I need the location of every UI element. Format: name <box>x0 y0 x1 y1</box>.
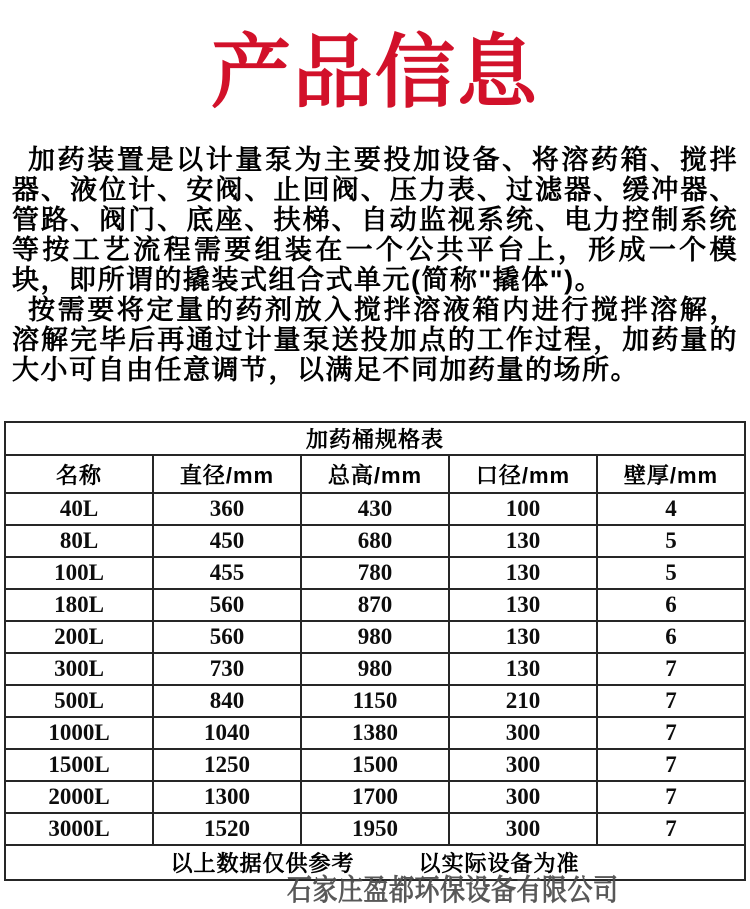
table-cell-name: 100L <box>5 557 153 589</box>
table-cell-value: 7 <box>597 749 745 781</box>
table-cell-value: 1380 <box>301 717 449 749</box>
table-cell-value: 130 <box>449 589 597 621</box>
table-row <box>5 621 745 653</box>
table-cell-name: 200L <box>5 621 153 653</box>
column-header-name: 名称 <box>5 455 153 493</box>
table-row <box>5 525 745 557</box>
table-row <box>5 589 745 621</box>
product-description <box>12 145 738 385</box>
table-cell-value: 870 <box>301 589 449 621</box>
table-cell-name: 1000L <box>5 717 153 749</box>
footer-note-left: 以上数据仅供参考 <box>170 851 355 876</box>
table-cell-value: 1040 <box>153 717 301 749</box>
table-row <box>5 749 745 781</box>
table-cell-value: 780 <box>301 557 449 589</box>
table-cell-value: 130 <box>449 557 597 589</box>
table-cell-value: 430 <box>301 493 449 525</box>
table-cell-value: 4 <box>597 493 745 525</box>
column-header-diameter: 直径/mm <box>153 455 301 493</box>
product-info-page <box>0 26 750 907</box>
table-cell-value: 7 <box>597 717 745 749</box>
table-cell-value: 100 <box>449 493 597 525</box>
table-cell-value: 300 <box>449 781 597 813</box>
column-header-thickness: 壁厚/mm <box>597 455 745 493</box>
table-cell-value: 210 <box>449 685 597 717</box>
spec-table-header-row <box>5 455 745 493</box>
table-cell-value: 300 <box>449 717 597 749</box>
table-cell-value: 680 <box>301 525 449 557</box>
table-row <box>5 813 745 845</box>
table-cell-name: 300L <box>5 653 153 685</box>
spec-table-footer-row <box>5 845 745 880</box>
table-cell-value: 455 <box>153 557 301 589</box>
spec-table <box>4 421 746 881</box>
table-row <box>5 717 745 749</box>
description-paragraph-1: 加药装置是以计量泵为主要投加设备、将溶药箱、搅拌器、液位计、安阀、止回阀、压力表、过滤器、缓冲器、管路、阀门、底座、扶梯、自动监视系统、电力控制系统等按工艺流程需要组装在一个公共平台上，形成一个模块，即所谓的撬装式组合式单元(简称"撬体")。 <box>12 145 738 295</box>
description-paragraph-2: 按需要将定量的药剂放入搅拌溶液箱内进行搅拌溶解，溶解完毕后再通过计量泵送投加点的工作过程，加药量的大小可自由任意调节，以满足不同加药量的场所。 <box>12 295 738 385</box>
table-cell-name: 500L <box>5 685 153 717</box>
table-cell-value: 300 <box>449 813 597 845</box>
table-cell-value: 1520 <box>153 813 301 845</box>
table-cell-value: 1700 <box>301 781 449 813</box>
table-cell-value: 1250 <box>153 749 301 781</box>
table-cell-value: 1300 <box>153 781 301 813</box>
table-cell-name: 80L <box>5 525 153 557</box>
spec-table-title: 加药桶规格表 <box>5 422 745 455</box>
table-cell-value: 980 <box>301 621 449 653</box>
table-cell-value: 840 <box>153 685 301 717</box>
table-cell-value: 730 <box>153 653 301 685</box>
column-header-caliber: 口径/mm <box>449 455 597 493</box>
table-cell-value: 7 <box>597 813 745 845</box>
table-cell-name: 180L <box>5 589 153 621</box>
table-row <box>5 685 745 717</box>
table-row <box>5 493 745 525</box>
column-header-height: 总高/mm <box>301 455 449 493</box>
company-watermark: 石家庄盈都环保设备有限公司 <box>287 874 619 908</box>
page-title: 产品信息 <box>211 28 539 117</box>
table-cell-name: 3000L <box>5 813 153 845</box>
table-cell-value: 1150 <box>301 685 449 717</box>
footer-note-cell <box>5 845 745 880</box>
table-cell-value: 300 <box>449 749 597 781</box>
table-cell-value: 7 <box>597 653 745 685</box>
table-cell-value: 5 <box>597 557 745 589</box>
table-row <box>5 781 745 813</box>
spec-table-title-row <box>5 422 745 455</box>
table-cell-value: 360 <box>153 493 301 525</box>
table-cell-value: 130 <box>449 653 597 685</box>
table-cell-name: 2000L <box>5 781 153 813</box>
table-cell-value: 560 <box>153 589 301 621</box>
table-cell-value: 1500 <box>301 749 449 781</box>
table-cell-value: 5 <box>597 525 745 557</box>
table-cell-value: 560 <box>153 621 301 653</box>
footer-note-right: 以实际设备为准 <box>418 851 580 876</box>
table-cell-value: 450 <box>153 525 301 557</box>
table-row <box>5 557 745 589</box>
table-cell-name: 40L <box>5 493 153 525</box>
table-cell-value: 7 <box>597 781 745 813</box>
table-cell-value: 130 <box>449 621 597 653</box>
table-cell-value: 130 <box>449 525 597 557</box>
table-cell-value: 980 <box>301 653 449 685</box>
table-cell-value: 6 <box>597 621 745 653</box>
table-cell-value: 1950 <box>301 813 449 845</box>
table-cell-name: 1500L <box>5 749 153 781</box>
table-row <box>5 653 745 685</box>
table-cell-value: 6 <box>597 589 745 621</box>
table-cell-value: 7 <box>597 685 745 717</box>
spec-table-body <box>5 493 745 845</box>
